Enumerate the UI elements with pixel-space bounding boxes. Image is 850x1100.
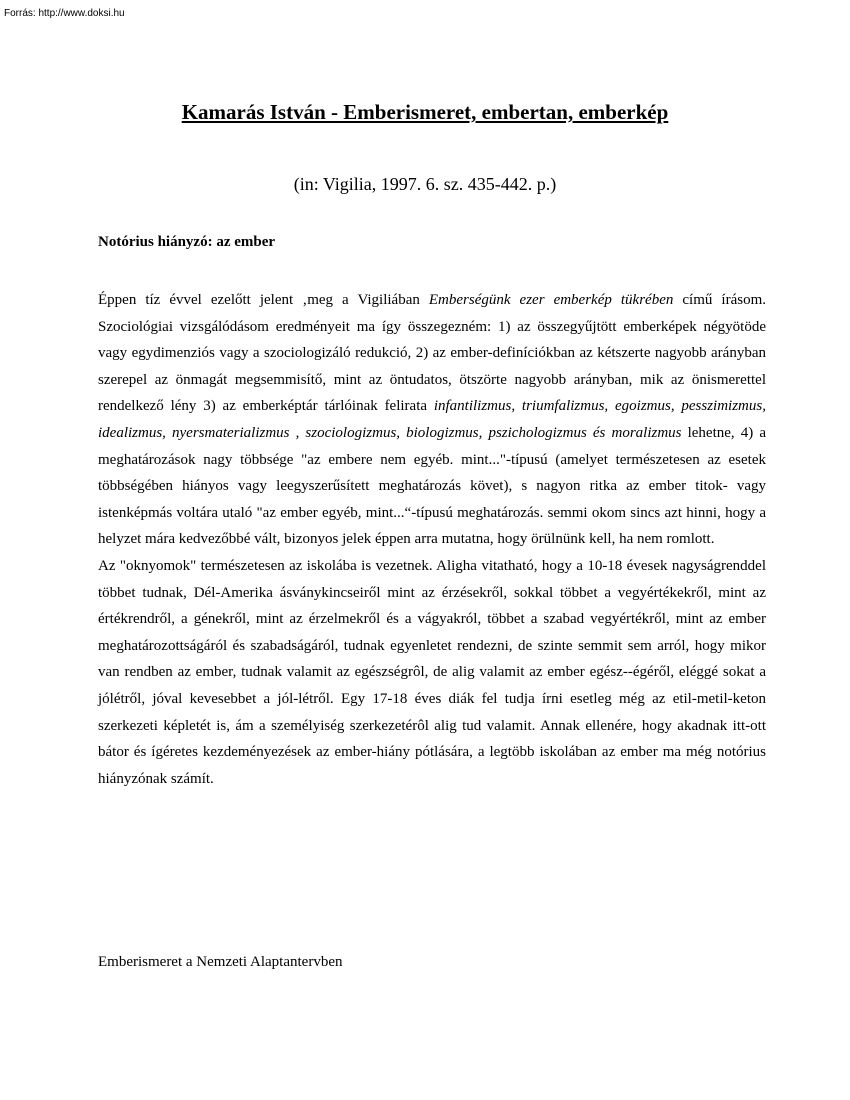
document-title: Kamarás István - Emberismeret, embertan, emberkép	[181, 100, 669, 124]
citation-subtitle: (in: Vigilia, 1997. 6. sz. 435-442. p.)	[293, 174, 557, 194]
paragraph-1	[98, 287, 766, 553]
paragraph-1-text-c: lehetne, 4) a meghatározások nagy többsége "az embere nem egyéb. mint..."-típusú (amelyet természetesen az esetek többségében hiányos vagy leegyszerűsített meghatározás követ), s nagyon ritka az ember titok- vagy istenképmás voltára utaló "az ember egyéb, mint...“-típusú meghatározás. semmi okom sincs azt hinni, hogy a helyzet mára kedvezőbbé vált, bizonyos jelek éppen arra mutatna, hogy örülnünk kell, ha nem romlott.	[98, 424, 766, 548]
paragraph-1-text-a: Éppen tíz évvel ezelőtt jelent ‚meg a Vigiliában	[98, 292, 429, 308]
next-section-heading: Emberismeret a Nemzeti Alaptantervben	[98, 954, 343, 970]
article-title-italic: Emberségünk ezer emberkép tükrében	[428, 292, 674, 308]
paragraph-1-text-b: című írásom. Szociológiai vizsgálódásom eredményeit ma így összegezném: 1) az összegyűjtött emberképek négyötöde vagy egydimenziós vagy a szociologizáló redukció, 2) az ember-definíciókban az kétszerte nagyobb arányban szerepel az önmagát megsemmisítő, mint az öntudatos, ötszörte nagyobb arányban, mik az önismerettel rendelkező lény 3) az emberképtár tárlóinak felirata	[98, 292, 766, 415]
isms-list-italic: infantilizmus, triumfalizmus, egoizmus, pesszimizmus, idealizmus, nyersmaterializmus , szociologizmus, biologizmus, pszichologizmus és moralizmus	[98, 398, 766, 441]
body-text	[98, 287, 766, 792]
section-heading: Notórius hiányzó: az ember	[98, 234, 276, 250]
paragraph-2: Az "oknyomok" természetesen az iskolába is vezetnek. Aligha vitatható, hogy a 10-18 évesek nagyságrenddel többet tudnak, Dél-Amerika ásványkincseiről mint az érzésekről, sokkal többet a vegyértékekről, mint az értékrendről, a génekről, mint az érzelmekről és a vágyakról, többet a szabad vegyértékről, mint az ember meghatározottságáról és szabadságáról, tudnak egyenletet rendezni, de szinte semmit sem arról, hogy mikor van rendben az ember, tudnak valamit az egészségrôl, de alig valamit az ember egész--égéről, eléggé sokat a jólétről, jóval kevesebbet a jól-létről. Egy 17-18 éves diák fel tudja írni esetleg még az etil-metil-keton szerkezeti képletét is, ám a személyiség szerkezetérôl alig tud valamit. Annak ellenére, hogy akadnak itt-ott bátor és ígéretes kezdeményezések az ember-hiány pótlására, a legtöbb iskolában az ember ma még notórius hiányzónak számít.	[98, 557, 766, 787]
source-url-label: Forrás: http://www.doksi.hu	[4, 8, 125, 19]
